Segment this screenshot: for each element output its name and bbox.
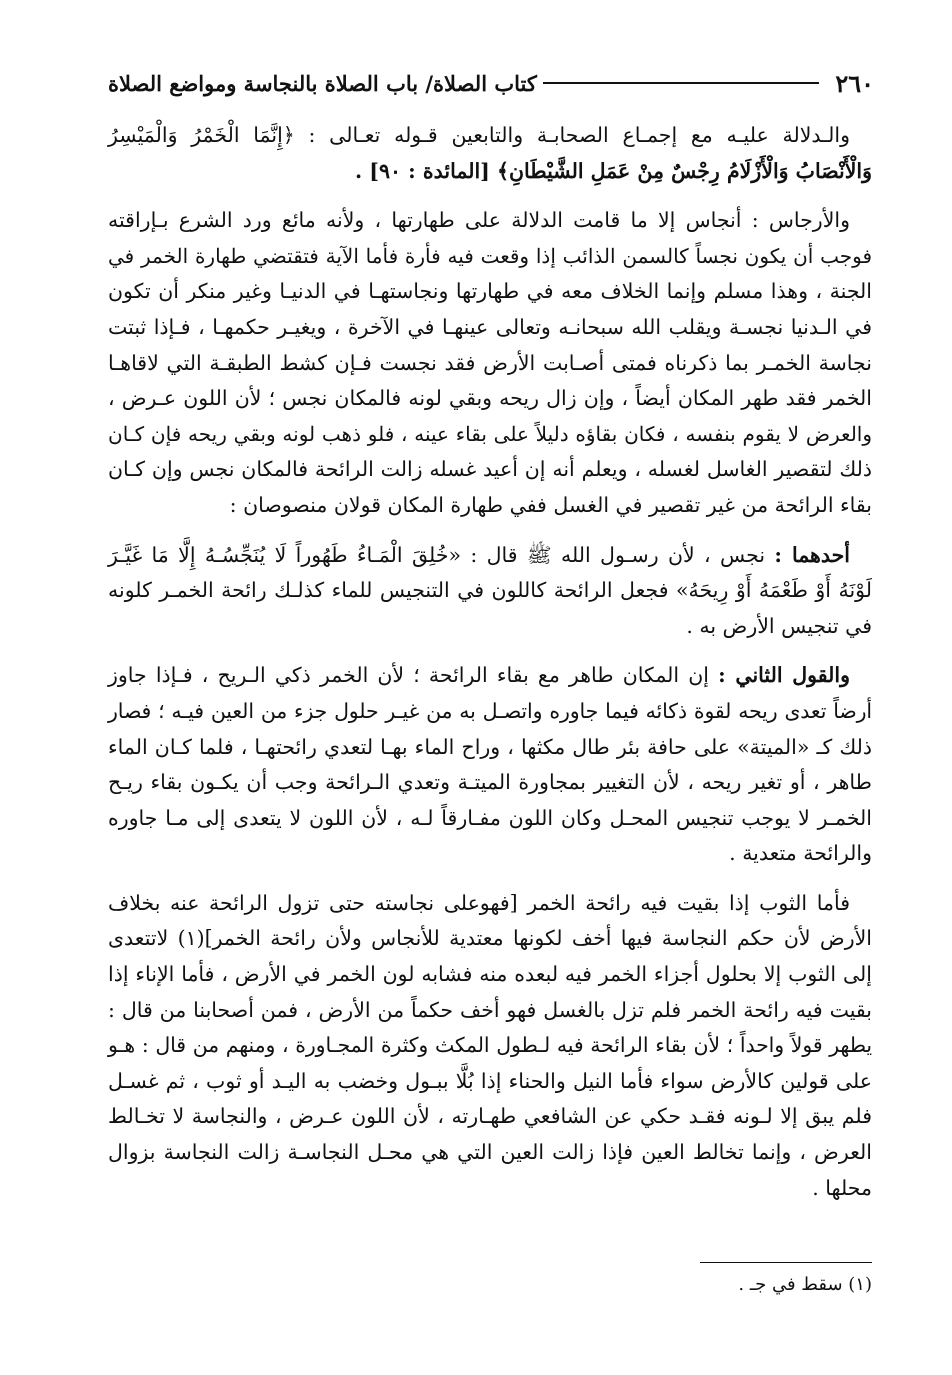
running-header xyxy=(108,66,874,100)
text-line: فأما الثوب إذا بقيت فيه رائحة الخمر [فهوعلى نجاسته حتى تزول الرائحة عنه بخلاف xyxy=(108,890,850,915)
text-line: العرض ، وإنما تخالط العين فإذا زالت العين التي هي محـل النجاسـة زالت النجاسة بزوال xyxy=(108,1140,872,1165)
paragraph-3 xyxy=(108,538,872,645)
text-line: والعرض لا يقوم بنفسه ، فكان بقاؤه دليلاً على بقاء عينه ، فلو ذهب لونه وبقي ريحه فإن كـان xyxy=(108,421,872,446)
text-line: الخمر فقد طهر المكان أيضاً ، وإن زال ريحه وبقي لونه فالمكان نجس ؛ لأن اللون عـرض ، xyxy=(108,386,872,411)
text-line: بقاء الرائحة من غير تقصير في الغسل ففي طهارة المكان قولان منصوصان : xyxy=(229,492,872,517)
paragraph-2 xyxy=(108,203,872,523)
text-line: ذلك كـ «الميتة» على حافة بئر طال مكثها ، وراح الماء بهـا لتعدي رائحتهـا ، فلما كـان الماء xyxy=(108,734,872,759)
running-title: كتاب الصلاة/ باب الصلاة بالنجاسة ومواضع الصلاة xyxy=(108,70,537,96)
text-line: طاهر ، أو تغير ريحه ، لأن التغيير بمجاورة الميتـة وتعدي الـرائحة وجب أن يكـون بقاء ريـح xyxy=(108,770,872,795)
text-line-rest: إن المكان طاهر مع بقاء الرائحة ؛ لأن الخمر ذكي الـريح ، فـإذا جاوز xyxy=(108,663,709,688)
footnote: (١) سقط في جـ . xyxy=(738,1274,872,1295)
text-line: إلى الثوب إلا بحلول أجزاء الخمر فيه لبعده منه فشابه لون الخمر في الأرض ، فأما الإناء إذا xyxy=(108,962,872,987)
footnote-rule xyxy=(700,1262,872,1263)
text-line: والأرجاس : أنجاس إلا ما قامت الدلالة على طهارتها ، ولأنه مائع ورد الشرع بـإراقته xyxy=(108,208,850,233)
paragraph-4 xyxy=(108,658,872,872)
text-line: لَوْنَهُ أَوْ طَعْمَهُ أَوْ رِيحَهُ» فجعل الرائحة كاللون في التنجيس للماء كذلـك رائحة الخمـر كلونه xyxy=(108,578,872,603)
text-line: الجنة ، وهذا مسلم وإنما الخلاف معه في طهارتها ونجاستهـا في الدنيـا وغير منكر أن تكون xyxy=(108,279,872,304)
paragraph-1 xyxy=(108,118,872,189)
text-line: على قولين كالأرض سواء فأما النيل والحناء إذا بُلَّا ببـول وخضب به اليـد أو ثوب ، ثم غسـل xyxy=(108,1068,872,1093)
text-line: فلم يبق إلا لـونه فقـد حكي عن الشافعي طهـارته ، لأن اللون عـرض ، والنجاسة لا تخـالط xyxy=(108,1104,872,1129)
page-number: ٢٦٠ xyxy=(835,68,874,98)
text-line: نجاسة الخمـر بما ذكرناه فمتى أصـابت الأرض فقد نجست فـإن كشط الطبقـة التي لاقاهـا xyxy=(108,350,872,375)
text-line-rest: نجس ، لأن رسـول الله ﷺ قال : «خُلِقَ الْمَـاءُ طَهُوراً لَا يُنَجِّسُـهُ إِلَّا مَا غَيَّـرَ xyxy=(108,542,766,567)
text-line: في تنجيس الأرض به . xyxy=(686,613,872,638)
text-line: أرضاً تعدى ريحه لقوة ذكائه فيما جاوره واتصـل به من غيـر حلول جزء من العين فيـه ؛ فصار xyxy=(108,698,872,723)
page-body xyxy=(108,118,872,1220)
text-line: فوجب أن يكون نجساً كالسمن الذائب إذا وقعت فيه فأرة فأما الآية فتقتضي طهارة الخمر في xyxy=(108,243,872,268)
text-line: الأرض لأن حكم النجاسة فيها أخف لكونها معتدية للأنجاس ولأن رائحة الخمر](١) لاتتعدى xyxy=(108,926,872,951)
text-line: محلها . xyxy=(812,1175,872,1200)
paragraph-lead: والقول الثاني : xyxy=(718,663,850,688)
header-rule xyxy=(543,82,819,84)
text-line: في الـدنيا نجسـة ويقلب الله سبحانـه وتعالى عينهـا في الآخرة ، ويغيـر حكمهـا ، فـإذا ثبتت xyxy=(108,314,872,339)
paragraph-lead: أحدهما : xyxy=(774,542,850,567)
text-line: والرائحة متعدية . xyxy=(729,841,872,866)
text-line: والـدلالة عليـه مع إجمـاع الصحابـة والتابعين قـوله تعـالى : ﴿إِنَّمَا الْخَمْرُ وَالْمَيْسِرُ xyxy=(108,123,850,147)
text-line xyxy=(108,538,872,574)
text-line xyxy=(108,658,872,694)
paragraph-5 xyxy=(108,886,872,1206)
text-line: بقيت فيه رائحة الخمر فلم تزل بالغسل فهو أخف حكماً من الأرض ، فمن أصحابنا من قال : xyxy=(108,997,872,1022)
text-line: ذلك لتقصير الغاسل لغسله ، ويعلم أنه إن أعيد غسله زالت الرائحة فالمكان نجس وإن كـان xyxy=(108,457,872,482)
text-line: الخمـر لا يوجب تنجيس المحـل وكان اللون مفـارقاً لـه ، لأن اللون لا يتعدى إلى مـا جاوره xyxy=(108,805,872,830)
text-line: يطهر قولاً واحداً ؛ لأن بقاء الرائحة فيه لـطول المكث وكثرة المجـاورة ، ومنهم من قال : هـو xyxy=(108,1033,872,1058)
text-line: وَالْأَنْصَابُ وَالْأَزْلَامُ رِجْسٌ مِنْ عَمَلِ الشَّيْطَانِ﴾ [المائدة : ٩٠] . xyxy=(355,158,872,183)
